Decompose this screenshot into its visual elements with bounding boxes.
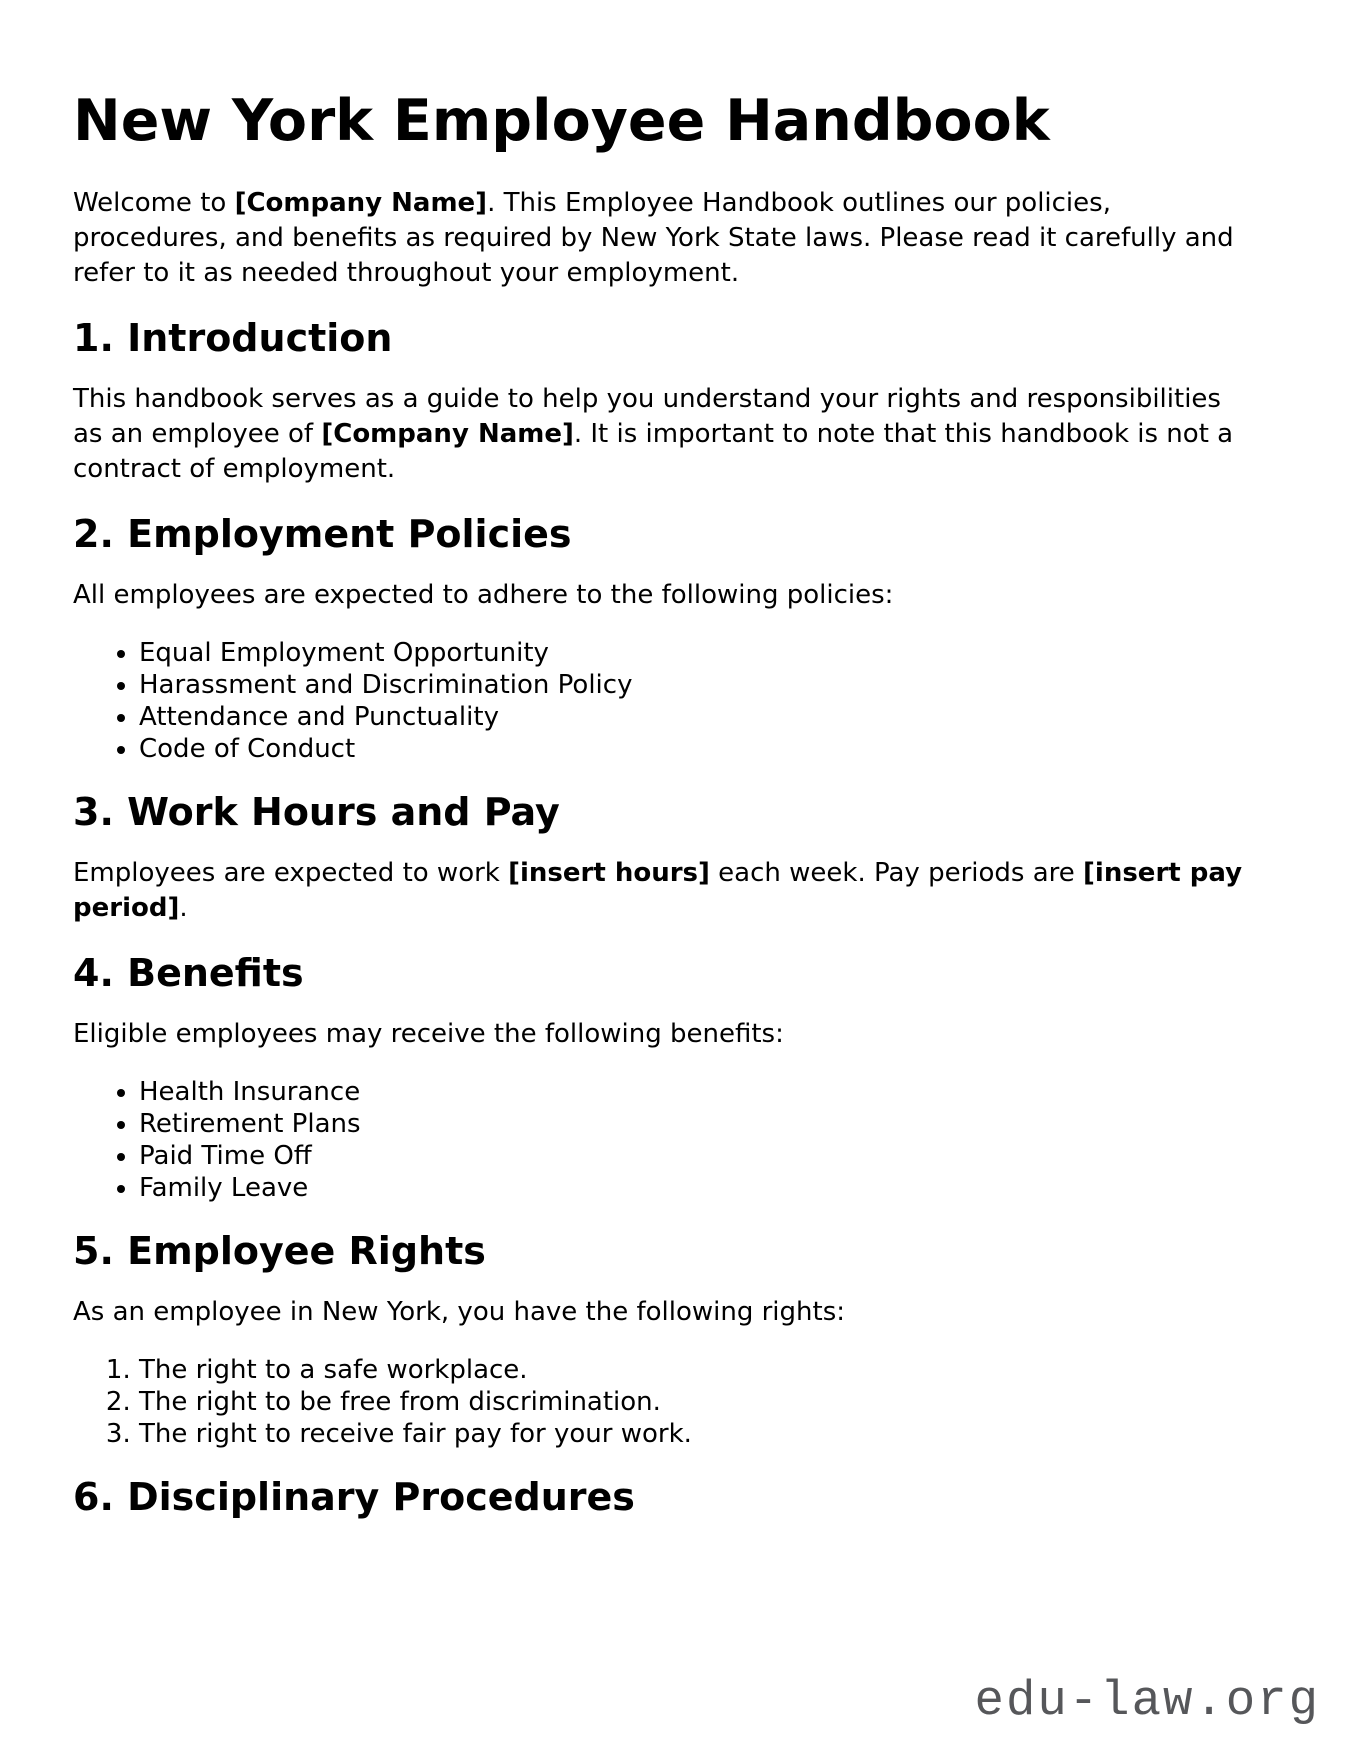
list-item: • Family Leave: [139, 1172, 1243, 1204]
section-heading-introduction: 1. Introduction: [73, 316, 393, 360]
section-paragraph-work-hours-and-pay: [73, 856, 1243, 926]
list-item: • Health Insurance: [139, 1076, 1243, 1108]
section-paragraph-introduction: [73, 382, 1243, 487]
text-run: . It is important to note that this handbook is not a contract of employment.: [73, 419, 1234, 484]
list-item: • Retirement Plans: [139, 1108, 1243, 1140]
placeholder-run: [insert hours]: [508, 858, 710, 888]
rights-list: [73, 1354, 1243, 1450]
list-item: • Paid Time Off: [139, 1140, 1243, 1172]
watermark-text: edu-law.org: [974, 1673, 1320, 1729]
section-heading-benefits: 4. Benefits: [73, 951, 304, 995]
page-title: New York Employee Handbook: [73, 88, 1050, 154]
list-item: • Code of Conduct: [139, 733, 1243, 765]
list-item: 2. The right to be free from discrimination.: [139, 1386, 1243, 1418]
section-lead-employment-policies: All employees are expected to adhere to the following policies:: [73, 580, 894, 610]
text-run: .: [179, 893, 188, 923]
list-item: • Harassment and Discrimination Policy: [139, 669, 1243, 701]
text-run: . This Employee Handbook outlines our policies, procedures, and benefits as required by New York State laws. Please read it carefully and refer to it as needed throughout your employment.: [73, 188, 1234, 288]
section-heading-disciplinary-procedures: 6. Disciplinary Procedures: [73, 1475, 635, 1519]
section-heading-work-hours-and-pay: 3. Work Hours and Pay: [73, 790, 560, 834]
policies-list: [73, 637, 1243, 765]
list-item: • Attendance and Punctuality: [139, 701, 1243, 733]
placeholder-run: [Company Name]: [321, 419, 574, 449]
benefits-list: [73, 1076, 1243, 1204]
placeholder-run: [Company Name]: [234, 188, 488, 218]
list-item: 3. The right to receive fair pay for your work.: [139, 1418, 1243, 1450]
intro-paragraph: [73, 186, 1243, 291]
section-lead-benefits: Eligible employees may receive the following benefits:: [73, 1019, 784, 1049]
text-run: Employees are expected to work: [73, 858, 509, 888]
list-item: 1. The right to a safe workplace.: [139, 1354, 1243, 1386]
text-run: each week. Pay periods are: [709, 858, 1084, 888]
section-heading-employment-policies: 2. Employment Policies: [73, 512, 572, 556]
text-run: Welcome to: [73, 188, 235, 218]
text-run: This handbook serves as a guide to help you understand your rights and responsibilities as an employee of: [73, 384, 1221, 449]
list-item: • Equal Employment Opportunity: [139, 637, 1243, 669]
section-lead-employee-rights: As an employee in New York, you have the following rights:: [73, 1297, 846, 1327]
section-heading-employee-rights: 5. Employee Rights: [73, 1229, 486, 1273]
placeholder-run: [insert pay period]: [73, 858, 1243, 923]
